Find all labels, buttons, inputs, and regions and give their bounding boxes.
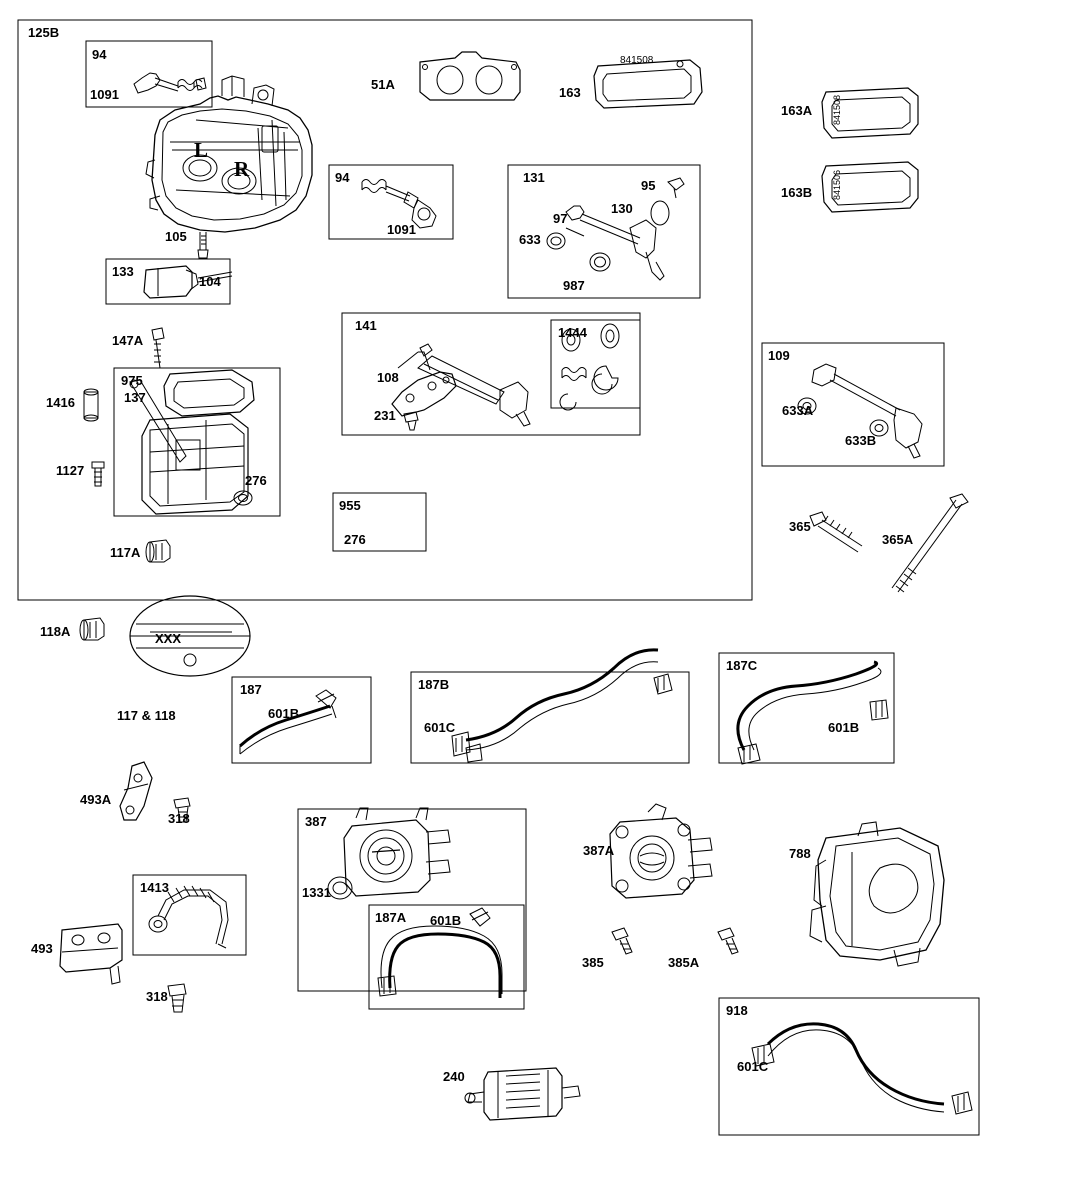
callout-117A: 117A bbox=[110, 545, 141, 560]
callout-51A: 51A bbox=[371, 77, 395, 92]
callout-1091-top: 1091 bbox=[90, 87, 119, 102]
callout-131: 131 bbox=[523, 170, 545, 185]
callout-601B-187C: 601B bbox=[828, 720, 860, 735]
callout-137: 137 bbox=[124, 390, 146, 405]
callout-633B: 633B bbox=[845, 433, 877, 448]
callout-125B: 125B bbox=[28, 25, 60, 40]
part-number-841508: 841508 bbox=[620, 55, 654, 66]
callout-987: 987 bbox=[563, 278, 585, 293]
callout-1331: 1331 bbox=[302, 885, 331, 900]
callout-918: 918 bbox=[726, 1003, 748, 1018]
callout-385: 385 bbox=[582, 955, 604, 970]
callout-163: 163 bbox=[559, 85, 581, 100]
callout-1416: 1416 bbox=[46, 395, 75, 410]
callout-147A: 147A bbox=[112, 333, 144, 348]
callout-108: 108 bbox=[377, 370, 399, 385]
callout-493A: 493A bbox=[80, 792, 112, 807]
marker-R: R bbox=[234, 157, 250, 181]
callout-105: 105 bbox=[165, 229, 187, 244]
callout-117-118: 117 & 118 bbox=[117, 708, 176, 723]
callout-601C-918: 601C bbox=[737, 1059, 769, 1074]
callout-187C: 187C bbox=[726, 658, 758, 673]
callout-95: 95 bbox=[641, 178, 656, 193]
callout-385A: 385A bbox=[668, 955, 700, 970]
callout-601B-187: 601B bbox=[268, 706, 300, 721]
callout-975: 975 bbox=[121, 373, 143, 388]
callout-130: 130 bbox=[611, 201, 633, 216]
callout-1091-mid: 1091 bbox=[387, 222, 416, 237]
callout-1127: 1127 bbox=[56, 463, 85, 478]
callout-493: 493 bbox=[31, 941, 53, 956]
callout-97: 97 bbox=[553, 211, 568, 226]
callout-187: 187 bbox=[240, 682, 262, 697]
callout-163A: 163A bbox=[781, 103, 813, 118]
callout-133: 133 bbox=[112, 264, 134, 279]
callout-231: 231 bbox=[374, 408, 396, 423]
callout-387A: 387A bbox=[583, 843, 615, 858]
svg-text:841506: 841506 bbox=[832, 169, 842, 200]
callout-104: 104 bbox=[199, 274, 221, 289]
callout-163B: 163B bbox=[781, 185, 813, 200]
callout-601B-187A: 601B bbox=[430, 913, 462, 928]
callout-365: 365 bbox=[789, 519, 811, 534]
callout-109: 109 bbox=[768, 348, 790, 363]
callout-633: 633 bbox=[519, 232, 541, 247]
callout-788: 788 bbox=[789, 846, 811, 861]
callout-94-top: 94 bbox=[92, 47, 107, 62]
callout-187B: 187B bbox=[418, 677, 450, 692]
callout-276-955: 276 bbox=[344, 532, 366, 547]
callout-XXX: XXX bbox=[155, 631, 182, 646]
marker-L: L bbox=[194, 138, 209, 162]
callout-365A: 365A bbox=[882, 532, 914, 547]
callout-276-bowl: 276 bbox=[245, 473, 267, 488]
callout-1413: 1413 bbox=[140, 880, 169, 895]
callout-601C-187B: 601C bbox=[424, 720, 456, 735]
callout-141: 141 bbox=[355, 318, 377, 333]
callout-240: 240 bbox=[443, 1069, 465, 1084]
callout-955: 955 bbox=[339, 498, 361, 513]
callout-118A: 118A bbox=[40, 624, 71, 639]
callout-318-top: 318 bbox=[168, 811, 190, 826]
callout-318-bottom: 318 bbox=[146, 989, 168, 1004]
callout-633A: 633A bbox=[782, 403, 814, 418]
callout-387: 387 bbox=[305, 814, 327, 829]
callout-1444: 1444 bbox=[558, 325, 587, 340]
svg-text:841508: 841508 bbox=[832, 94, 842, 125]
callout-187A: 187A bbox=[375, 910, 407, 925]
callout-94-mid: 94 bbox=[335, 170, 350, 185]
